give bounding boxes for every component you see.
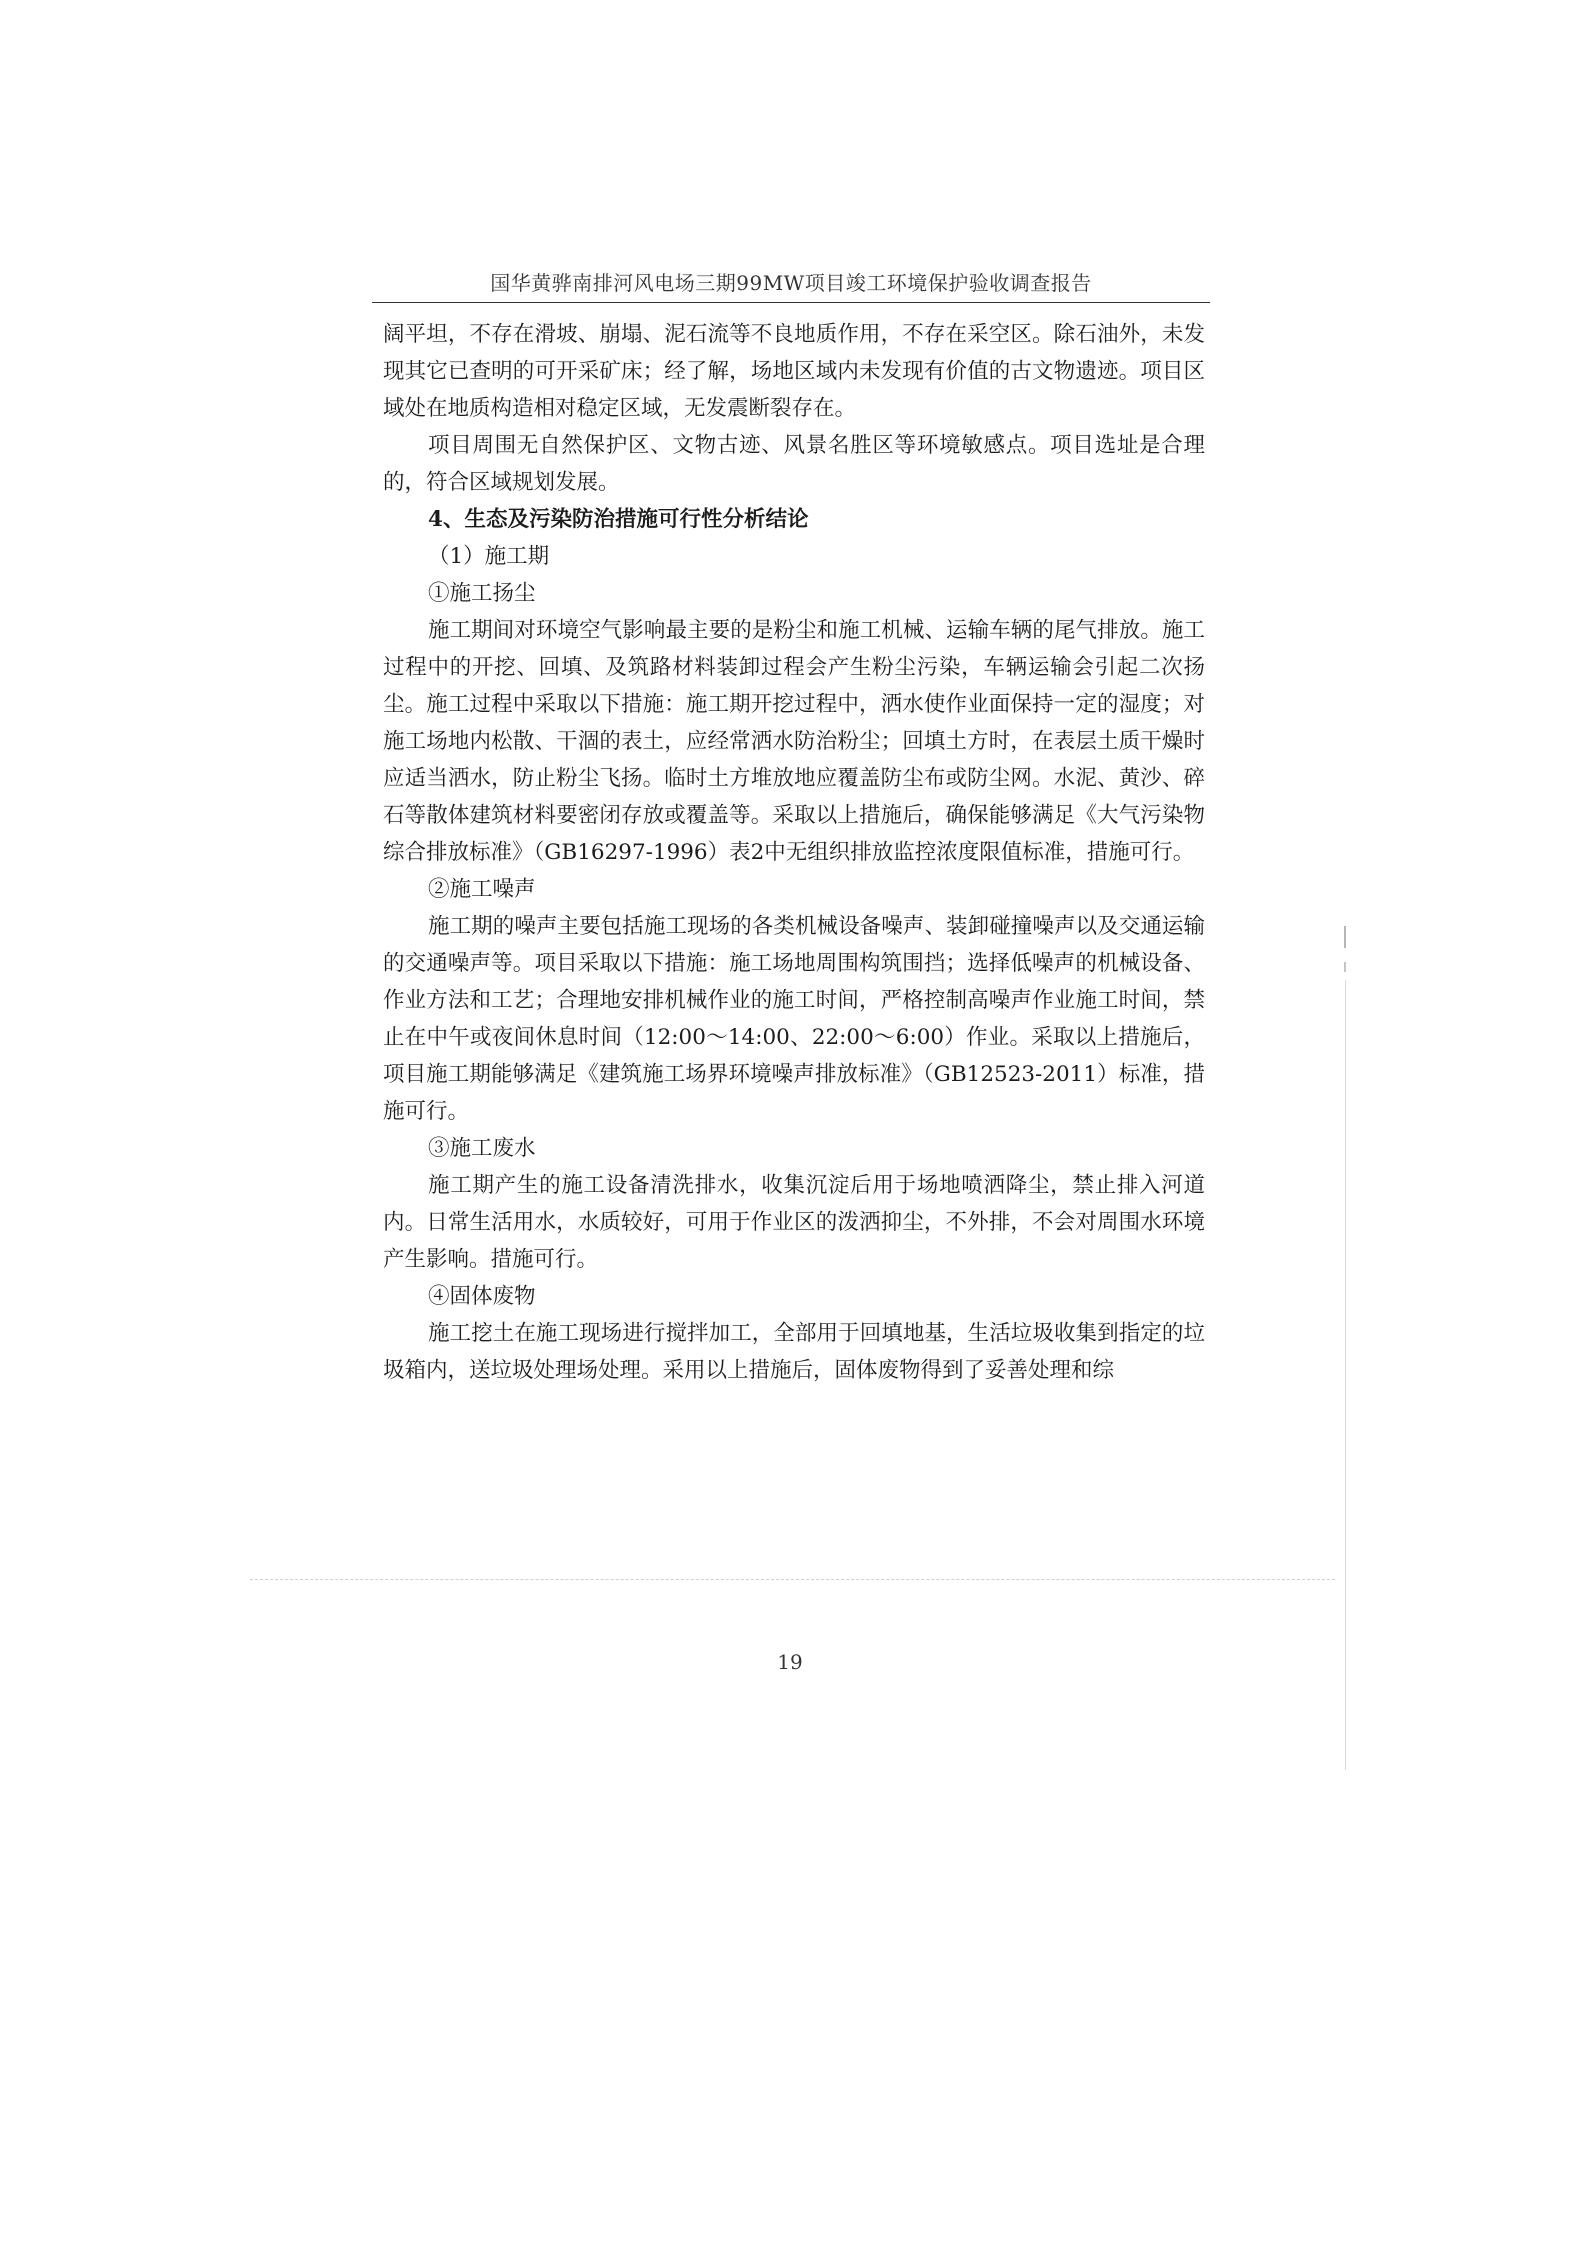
item-heading-dust: ①施工扬尘 (428, 581, 536, 606)
paragraph-site-selection: 项目周围无自然保护区、文物古迹、风景名胜区等环境敏感点。项目选址是合理的，符合区域规划发展。 (383, 433, 1205, 495)
subsection-construction-period: （1）施工期 (428, 544, 550, 569)
paragraph-noise: 施工期的噪声主要包括施工现场的各类机械设备噪声、装卸碰撞噪声以及交通运输的交通噪声等。项目采取以下措施：施工场地周围构筑围挡；选择低噪声的机械设备、作业方法和工艺；合理地安排机械作业的施工时间，严格控制高噪声作业施工时间，禁止在中午或夜间休息时间（12:00～14:00、22:00～6:00）作业。采取以上措施后，项目施工期能够满足《建筑施工场界环境噪声排放标准》（GB12523-2011）标准，措施可行。 (383, 914, 1205, 1124)
item-heading-noise: ②施工噪声 (428, 877, 536, 902)
item-heading-solid-waste: ④固体废物 (428, 1284, 536, 1309)
section-heading-4: 4、生态及污染防治措施可行性分析结论 (428, 507, 809, 532)
scan-artifact-line (250, 1579, 1335, 1580)
paragraph-geology-continued: 阔平坦，不存在滑坡、崩塌、泥石流等不良地质作用，不存在采空区。除石油外，未发现其它已查明的可开采矿床；经了解，场地区域内未发现有价值的古文物遗迹。项目区域处在地质构造相对稳定区域，无发震断裂存在。 (383, 322, 1205, 421)
document-body (383, 316, 1205, 1389)
page-number: 19 (777, 1650, 803, 1674)
scan-artifact-mark-small (1344, 962, 1346, 972)
item-heading-wastewater: ③施工废水 (428, 1136, 536, 1161)
paragraph-solid-waste: 施工挖土在施工现场进行搅拌加工，全部用于回填地基，生活垃圾收集到指定的垃圾箱内，送垃圾处理场处理。采用以上措施后，固体废物得到了妥善处理和综 (383, 1321, 1205, 1383)
paragraph-dust: 施工期间对环境空气影响最主要的是粉尘和施工机械、运输车辆的尾气排放。施工过程中的开挖、回填、及筑路材料装卸过程会产生粉尘污染，车辆运输会引起二次扬尘。施工过程中采取以下措施：施工期开挖过程中，洒水使作业面保持一定的湿度；对施工场地内松散、干涸的表土，应经常洒水防治粉尘；回填土方时，在表层土质干燥时应适当洒水，防止粉尘飞扬。临时土方堆放地应覆盖防尘布或防尘网。水泥、黄沙、碎石等散体建筑材料要密闭存放或覆盖等。采取以上措施后，确保能够满足《大气污染物综合排放标准》（GB16297-1996）表2中无组织排放监控浓度限值标准，措施可行。 (383, 618, 1205, 865)
scan-artifact-mark (1344, 926, 1346, 948)
header-rule (372, 302, 1210, 303)
page-header-title: 国华黄骅南排河风电场三期99MW项目竣工环境保护验收调查报告 (490, 271, 1092, 295)
paragraph-wastewater: 施工期产生的施工设备清洗排水，收集沉淀后用于场地喷洒降尘，禁止排入河道内。日常生活用水，水质较好，可用于作业区的泼洒抑尘，不外排，不会对周围水环境产生影响。措施可行。 (383, 1173, 1205, 1272)
scan-artifact-edge (1345, 980, 1346, 1770)
